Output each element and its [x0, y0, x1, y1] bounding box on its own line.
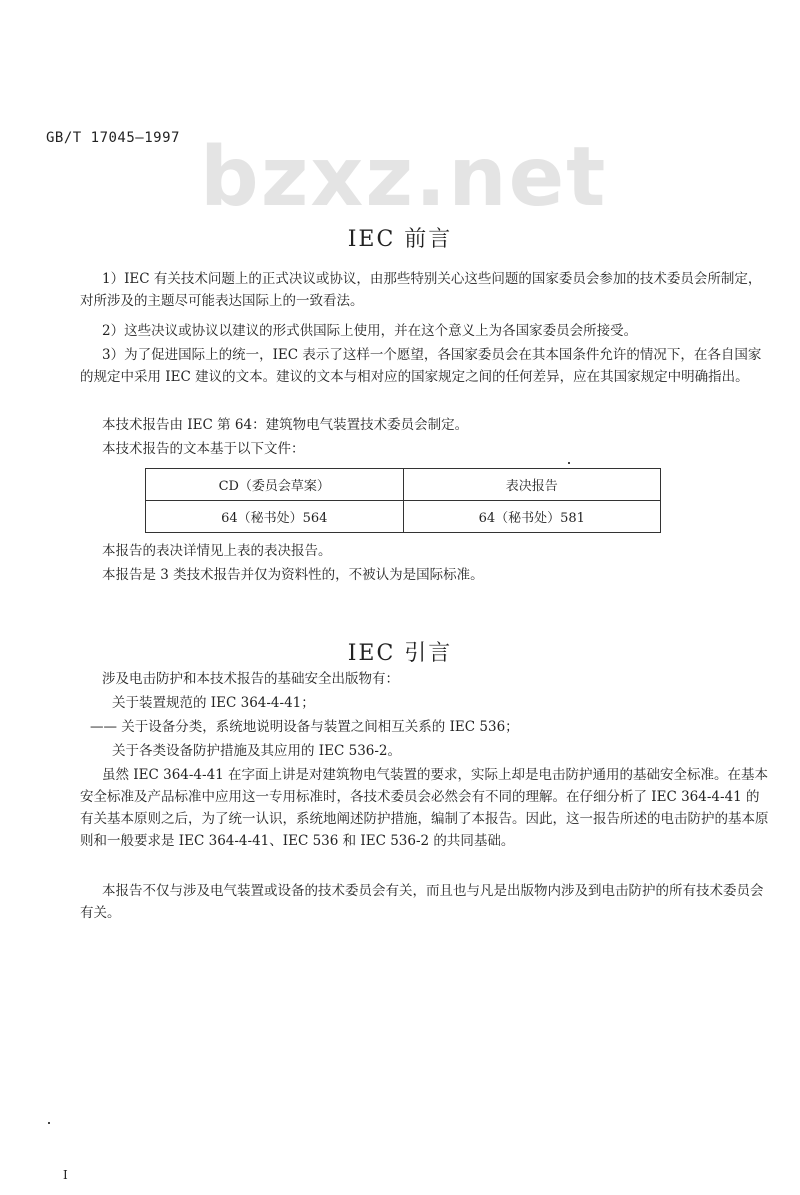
scan-speck — [48, 1122, 50, 1124]
introduction-item-3: 关于各类设备防护措施及其应用的 IEC 536-2。 — [112, 743, 402, 759]
introduction-lead: 涉及电击防护和本技术报告的基础安全出版物有： — [102, 671, 399, 687]
foreword-title: IEC 前言 — [347, 227, 453, 252]
introduction-item-1: 关于装置规范的 IEC 364-4-41； — [112, 695, 315, 711]
scan-speck — [568, 462, 570, 464]
table-row — [146, 501, 661, 533]
foreword-after-table-1: 本报告的表决详情见上表的表决报告。 — [102, 543, 332, 559]
table-header-cd: CD（委员会草案） — [146, 469, 404, 501]
voting-documents-table — [145, 468, 661, 533]
foreword-after-table-2: 本报告是 3 类技术报告并仅为资料性的，不被认为是国际标准。 — [102, 567, 484, 583]
table-header-vote-report: 表决报告 — [403, 469, 661, 501]
site-watermark: bzxz.net — [200, 130, 608, 225]
standard-code: GB/T 17045—1997 — [46, 130, 180, 146]
table-cell-cd: 64（秘书处）564 — [146, 501, 404, 533]
introduction-paragraph-2: 本报告不仅与涉及电气装置或设备的技术委员会有关，而且也与凡是出版物内涉及到电击防护的所有技术委员会有关。 — [80, 883, 764, 921]
introduction-paragraph-1: 虽然 IEC 364-4-41 在字面上讲是对建筑物电气装置的要求，实际上却是电击防护通用的基础安全标准。在基本安全标准及产品标准中应用这一专用标准时，各技术委员会必然会有不同的理解。在仔细分析了 IEC 364-4-41 的有关基本原则之后，为了统一认识，系统地阐述防护措施，编制了本报告。因此，这一报告所述的电击防护的基本原则和一般要求是 IEC 364-4-41、IEC 536 和 IEC 536-2 的共同基础。 — [80, 767, 769, 849]
introduction-item-2: —— 关于设备分类，系统地说明设备与装置之间相互关系的 IEC 536； — [90, 719, 519, 735]
page-number: I — [63, 1168, 68, 1182]
introduction-title: IEC 引言 — [347, 641, 453, 666]
foreword-paragraph-4: 本技术报告由 IEC 第 64：建筑物电气装置技术委员会制定。 — [102, 417, 469, 433]
table-header-row — [146, 469, 661, 501]
foreword-paragraph-5: 本技术报告的文本基于以下文件： — [102, 441, 305, 457]
foreword-paragraph-1: 1）IEC 有关技术问题上的正式决议或协议，由那些特别关心这些问题的国家委员会参加的技术委员会所制定，对所涉及的主题尽可能表达国际上的一致看法。 — [80, 271, 762, 309]
foreword-paragraph-3: 3）为了促进国际上的统一，IEC 表示了这样一个愿望，各国家委员会在其本国条件允许的情况下，在各自国家的规定中采用 IEC 建议的文本。建议的文本与相对应的国家规定之间的任何差异，应在其国家规定中明确指出。 — [80, 347, 762, 385]
table-cell-vote-report: 64（秘书处）581 — [403, 501, 661, 533]
foreword-paragraph-2: 2）这些决议或协议以建议的形式供国际上使用，并在这个意义上为各国家委员会所接受。 — [102, 323, 638, 339]
